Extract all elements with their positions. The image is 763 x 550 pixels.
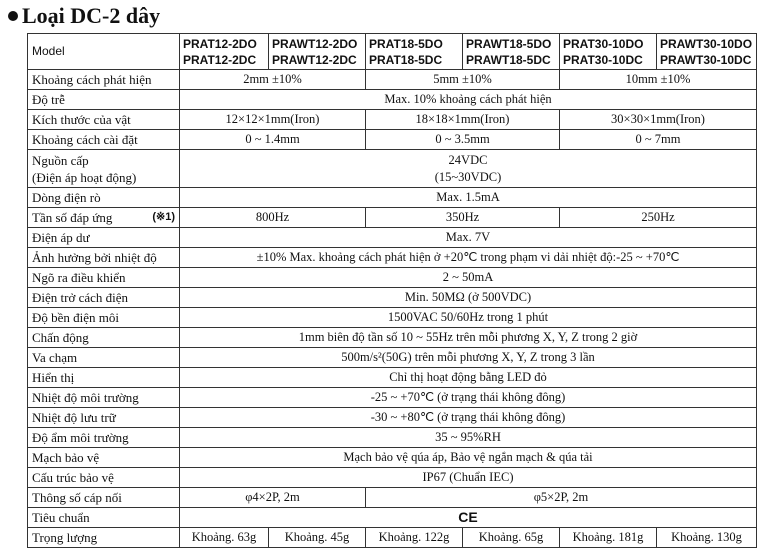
table-row — [28, 328, 757, 348]
table-row — [28, 248, 757, 268]
row-label: Kích thước của vật — [28, 110, 180, 130]
row-label: Chấn động — [28, 328, 180, 348]
row-value: 0 ~ 1.4mm — [180, 130, 366, 150]
row-label: Hiển thị — [28, 368, 180, 388]
row-value: 0 ~ 3.5mm — [366, 130, 560, 150]
table-row — [28, 528, 757, 548]
table-row — [28, 388, 757, 408]
row-label: Độ trễ — [28, 90, 180, 110]
table-row — [28, 308, 757, 328]
row-label: Trọng lượng — [28, 528, 180, 548]
row-value — [180, 508, 757, 528]
row-value: Max. 7V — [180, 228, 757, 248]
row-value: ±10% Max. khoảng cách phát hiện ở +20℃ trong phạm vi dải nhiệt độ:-25 ~ +70℃ — [180, 248, 757, 268]
row-value: Min. 50MΩ (ở 500VDC) — [180, 288, 757, 308]
row-value: Khoảng. 181g — [560, 528, 657, 548]
row-value: 500m/s²(50G) trên mỗi phương X, Y, Z trong 3 lần — [180, 348, 757, 368]
row-value: 10mm ±10% — [560, 70, 757, 90]
section-heading — [8, 2, 160, 30]
table-row — [28, 90, 757, 110]
row-label: Ngõ ra điều khiển — [28, 268, 180, 288]
table-row — [28, 130, 757, 150]
table-row — [28, 508, 757, 528]
table-row — [28, 468, 757, 488]
row-value: Khoảng. 122g — [366, 528, 463, 548]
row-value: Max. 1.5mA — [180, 188, 757, 208]
ce-mark-icon: CE — [458, 508, 478, 525]
row-label: Nhiệt độ lưu trữ — [28, 408, 180, 428]
model-cell: PRAWT12-2DO PRAWT12-2DC — [269, 34, 366, 70]
row-label: Độ ẩm môi trường — [28, 428, 180, 448]
header-label: Model — [28, 34, 180, 70]
row-value: 350Hz — [366, 208, 560, 228]
table-row — [28, 70, 757, 90]
row-label: Tần số đáp ứng (※1) — [28, 208, 180, 228]
model-cell: PRAT18-5DO PRAT18-5DC — [366, 34, 463, 70]
row-value: 250Hz — [560, 208, 757, 228]
row-value: Max. 10% khoảng cách phát hiện — [180, 90, 757, 110]
row-value: 18×18×1mm(Iron) — [366, 110, 560, 130]
row-label: Điện trở cách điện — [28, 288, 180, 308]
row-label: Dòng điện rò — [28, 188, 180, 208]
row-label: Tiêu chuẩn — [28, 508, 180, 528]
row-label: Nhiệt độ môi trường — [28, 388, 180, 408]
row-label: Va chạm — [28, 348, 180, 368]
table-row — [28, 188, 757, 208]
row-value: 5mm ±10% — [366, 70, 560, 90]
bullet-icon — [8, 11, 18, 21]
row-value: Khoảng. 45g — [269, 528, 366, 548]
header-row — [28, 34, 757, 70]
table-row — [28, 228, 757, 248]
table-row — [28, 428, 757, 448]
row-value: -25 ~ +70℃ (ở trạng thái không đông) — [180, 388, 757, 408]
row-label: Điện áp dư — [28, 228, 180, 248]
table-row — [28, 408, 757, 428]
model-cell: PRAWT18-5DO PRAWT18-5DC — [463, 34, 560, 70]
table-row — [28, 488, 757, 508]
row-label: Ảnh hưởng bởi nhiệt độ — [28, 248, 180, 268]
table-row — [28, 348, 757, 368]
row-label: Khoảng cách phát hiện — [28, 70, 180, 90]
row-value: 0 ~ 7mm — [560, 130, 757, 150]
row-label: Độ bền điện môi — [28, 308, 180, 328]
row-value: IP67 (Chuẩn IEC) — [180, 468, 757, 488]
spec-table — [27, 33, 757, 548]
table-row — [28, 110, 757, 130]
row-value: 30×30×1mm(Iron) — [560, 110, 757, 130]
table-row — [28, 368, 757, 388]
row-value: 800Hz — [180, 208, 366, 228]
row-value: φ4×2P, 2m — [180, 488, 366, 508]
row-label: Nguồn cấp (Điện áp hoạt động) — [28, 150, 180, 188]
row-value: Khoảng. 63g — [180, 528, 269, 548]
table-row — [28, 288, 757, 308]
table-row — [28, 268, 757, 288]
row-value: Khoảng. 65g — [463, 528, 560, 548]
section-heading-text: Loại DC-2 dây — [22, 3, 161, 28]
table-row — [28, 208, 757, 228]
table-row — [28, 150, 757, 188]
footnote-mark: (※1) — [152, 211, 175, 223]
row-label: Mạch bảo vệ — [28, 448, 180, 468]
row-label: Cấu trúc bảo vệ — [28, 468, 180, 488]
row-value: 2mm ±10% — [180, 70, 366, 90]
row-value: 1500VAC 50/60Hz trong 1 phút — [180, 308, 757, 328]
row-value: 12×12×1mm(Iron) — [180, 110, 366, 130]
row-value: φ5×2P, 2m — [366, 488, 757, 508]
model-cell: PRAT12-2DO PRAT12-2DC — [180, 34, 269, 70]
model-cell: PRAWT30-10DO PRAWT30-10DC — [657, 34, 757, 70]
row-value: 1mm biên độ tần số 10 ~ 55Hz trên mỗi phương X, Y, Z trong 2 giờ — [180, 328, 757, 348]
row-value: Khoảng. 130g — [657, 528, 757, 548]
row-value: -30 ~ +80℃ (ở trạng thái không đông) — [180, 408, 757, 428]
table-row — [28, 448, 757, 468]
row-value: 2 ~ 50mA — [180, 268, 757, 288]
row-value: Mạch bảo vệ qúa áp, Bảo vệ ngắn mạch & qúa tải — [180, 448, 757, 468]
row-value: Chỉ thị hoạt động bằng LED đỏ — [180, 368, 757, 388]
row-value: 24VDC (15~30VDC) — [180, 150, 757, 188]
row-label: Khoảng cách cài đặt — [28, 130, 180, 150]
row-label: Thông số cáp nối — [28, 488, 180, 508]
row-value: 35 ~ 95%RH — [180, 428, 757, 448]
model-cell: PRAT30-10DO PRAT30-10DC — [560, 34, 657, 70]
